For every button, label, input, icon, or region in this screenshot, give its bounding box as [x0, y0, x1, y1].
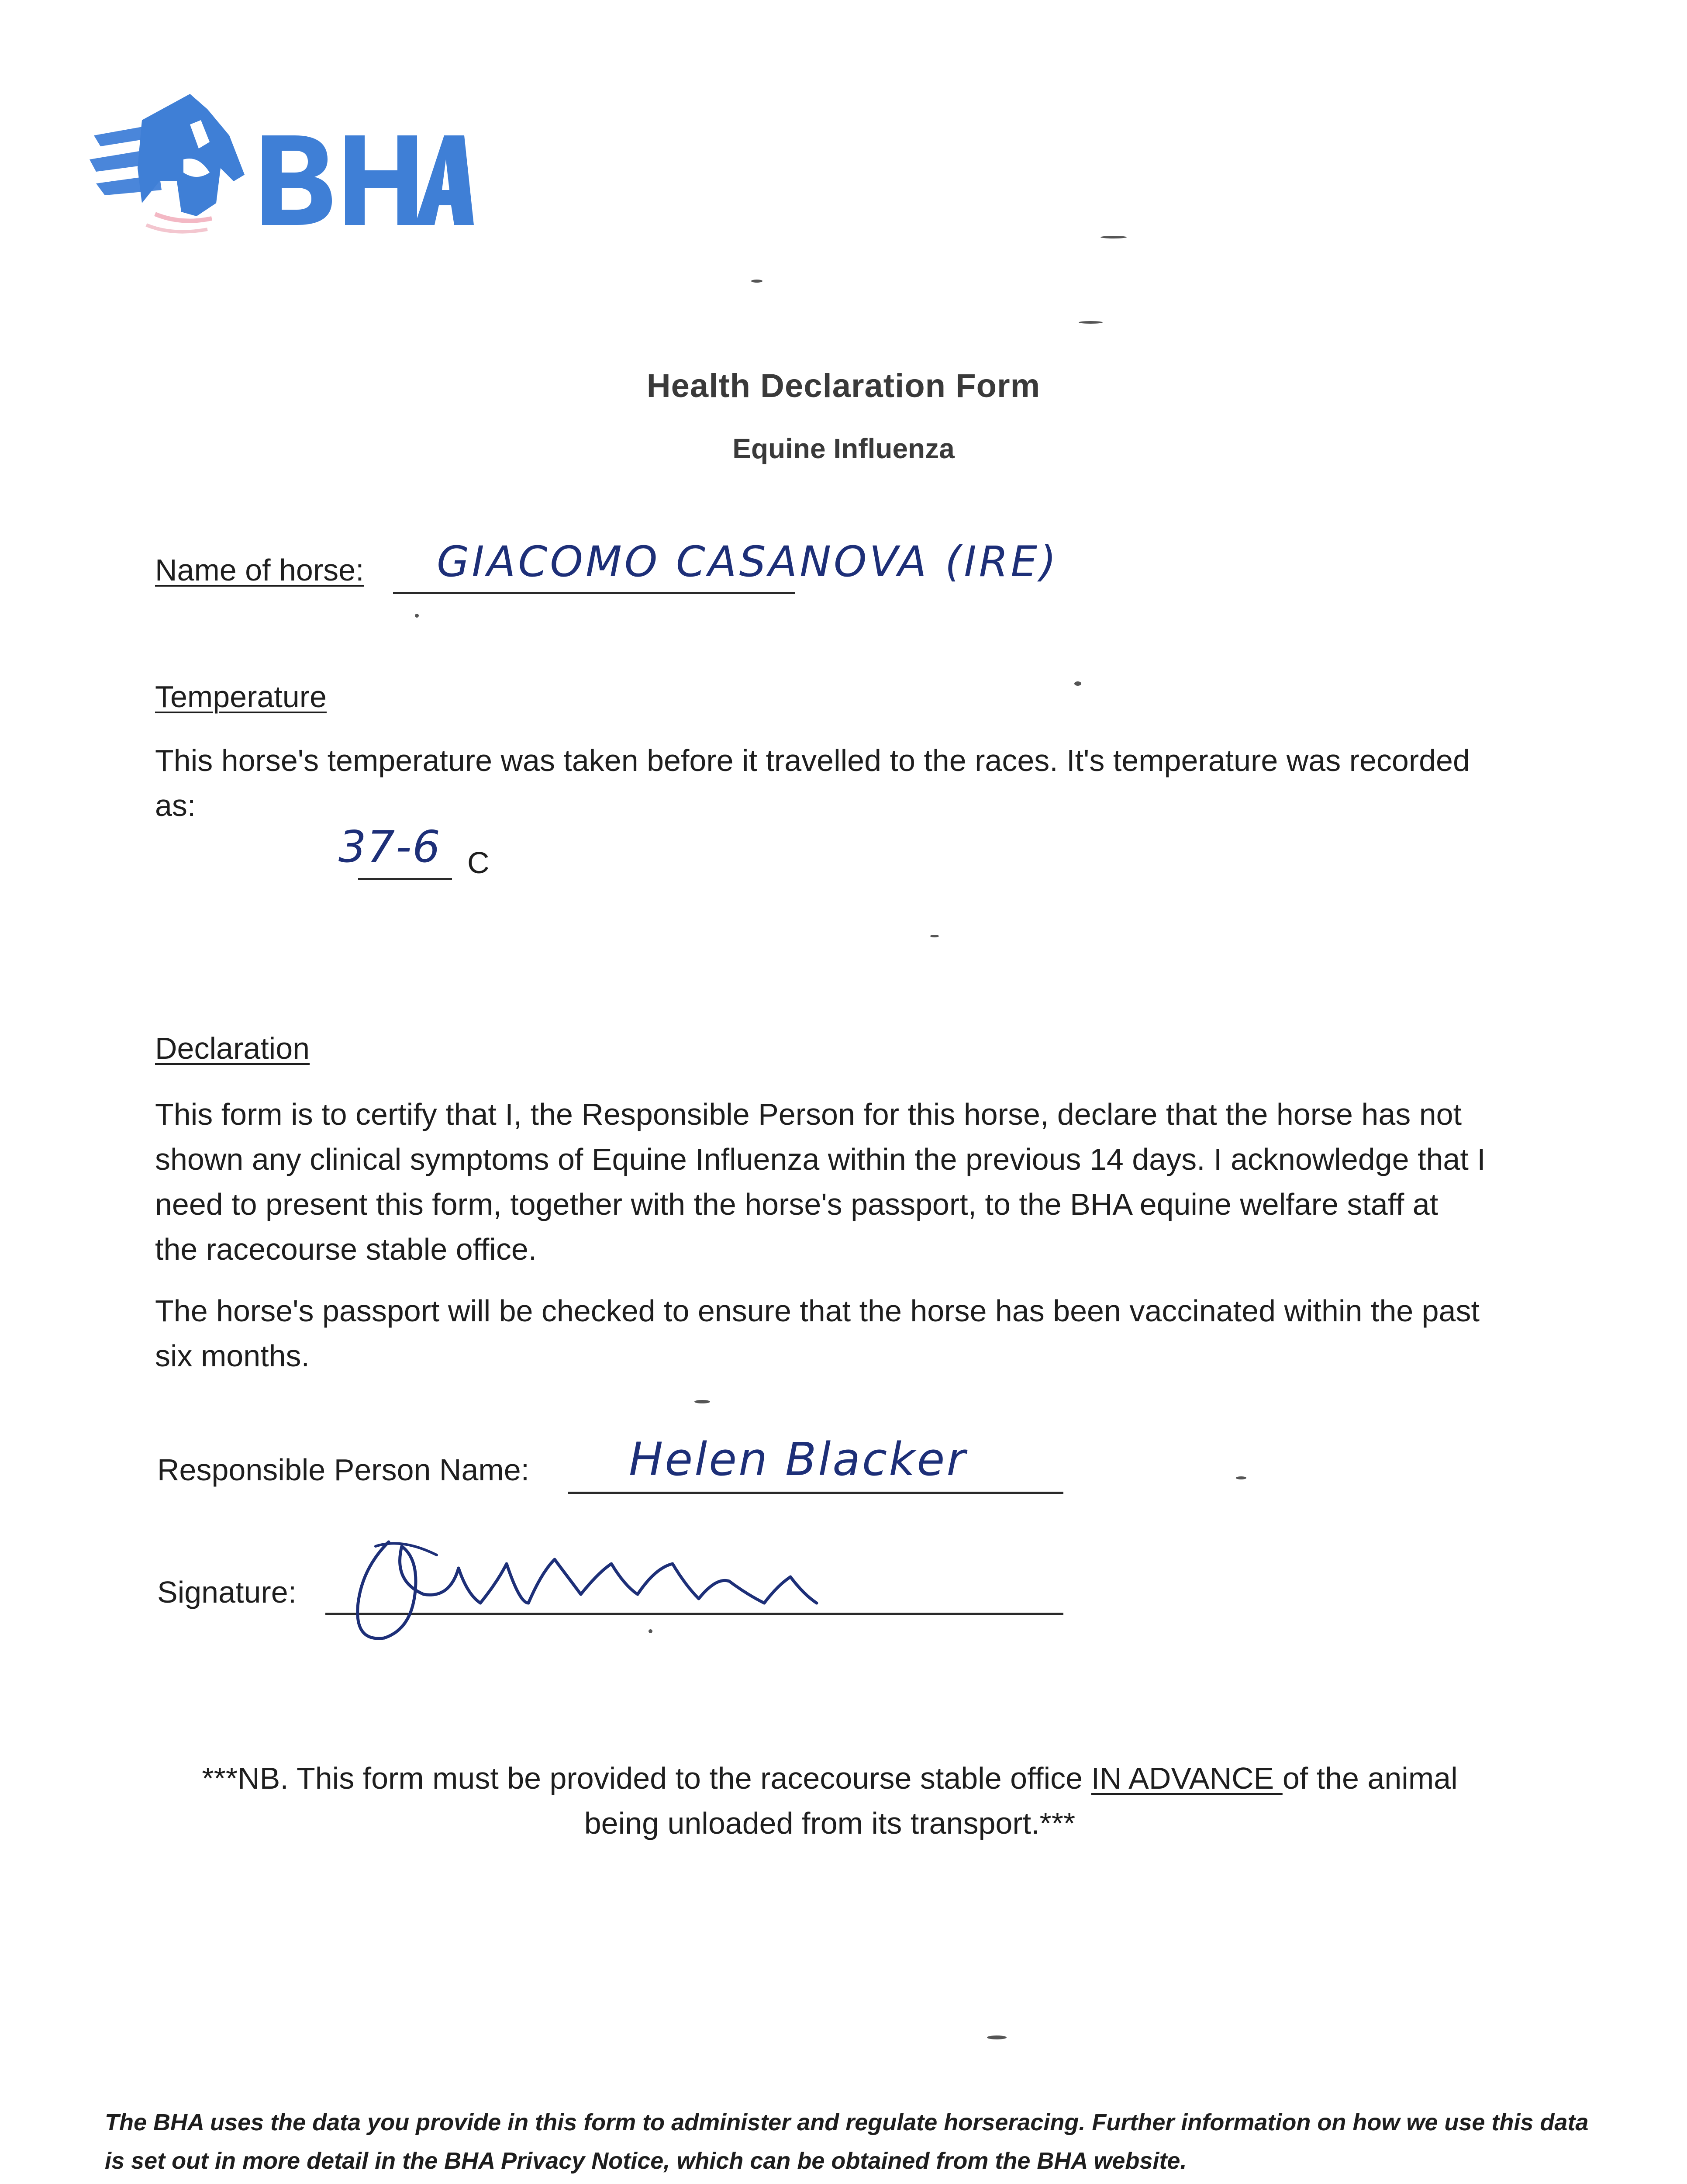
- privacy-footer: The BHA uses the data you provide in this form to administer and regulate horseracing. Further information on how we use this data is set out in more detail in the BHA Privacy Notice, which can be obtained from the BHA website.: [105, 2109, 1589, 2174]
- declaration-paragraph-1: This form is to certify that I, the Responsible Person for this horse, declare that the horse has not shown any clinical symptoms of Equine Influenza within the previous 14 days. I acknowledge that I need to present this form, together with the horse's passport, to the BHA equine welfare staff at the racecourse stable office.: [155, 1097, 1486, 1266]
- scan-speck: [751, 280, 762, 283]
- bha-logo: [90, 94, 474, 238]
- form-title: Health Declaration Form: [646, 367, 1041, 404]
- scan-speck: [1074, 681, 1081, 686]
- declaration-heading: Declaration: [155, 1031, 310, 1065]
- scan-speck: [987, 2035, 1007, 2039]
- scan-speck: [649, 1629, 652, 1633]
- declaration-paragraph-2: The horse's passport will be checked to ensure that the horse has been vaccinated within the past six months.: [155, 1294, 1480, 1373]
- scan-speck: [1236, 1476, 1246, 1479]
- signature-label: Signature:: [157, 1575, 297, 1609]
- responsible-person-line: [568, 1492, 1063, 1494]
- temperature-text: This horse's temperature was taken before it travelled to the races. It's temperature was recorded as:: [155, 743, 1470, 822]
- horse-name-label: Name of horse:: [155, 553, 364, 587]
- scan-speck: [694, 1400, 710, 1403]
- responsible-person-value: Helen Blacker: [629, 1433, 967, 1486]
- scan-speck: [415, 614, 419, 618]
- temperature-value: 37-6: [338, 821, 441, 872]
- signature-image: [336, 1529, 838, 1660]
- nb-notice: [175, 1756, 1485, 1846]
- nb-suffix: of the animal being unloaded from its transport.***: [584, 1761, 1458, 1840]
- scan-speck: [1101, 236, 1127, 238]
- responsible-person-label: Responsible Person Name:: [157, 1453, 530, 1487]
- nb-emphasis: IN ADVANCE: [1091, 1761, 1283, 1795]
- temperature-line: [358, 878, 452, 880]
- horse-name-value: GIACOMO CASANOVA (IRE): [437, 537, 1059, 586]
- temperature-unit: C: [467, 846, 490, 880]
- horse-name-line: [393, 592, 795, 594]
- form-subtitle: Equine Influenza: [732, 433, 955, 464]
- scan-speck: [930, 935, 939, 937]
- scan-speck: [1079, 321, 1103, 324]
- horse-head-logo-icon: [90, 94, 474, 238]
- nb-prefix: ***NB. This form must be provided to the racecourse stable office: [202, 1761, 1091, 1795]
- temperature-heading: Temperature: [155, 680, 327, 714]
